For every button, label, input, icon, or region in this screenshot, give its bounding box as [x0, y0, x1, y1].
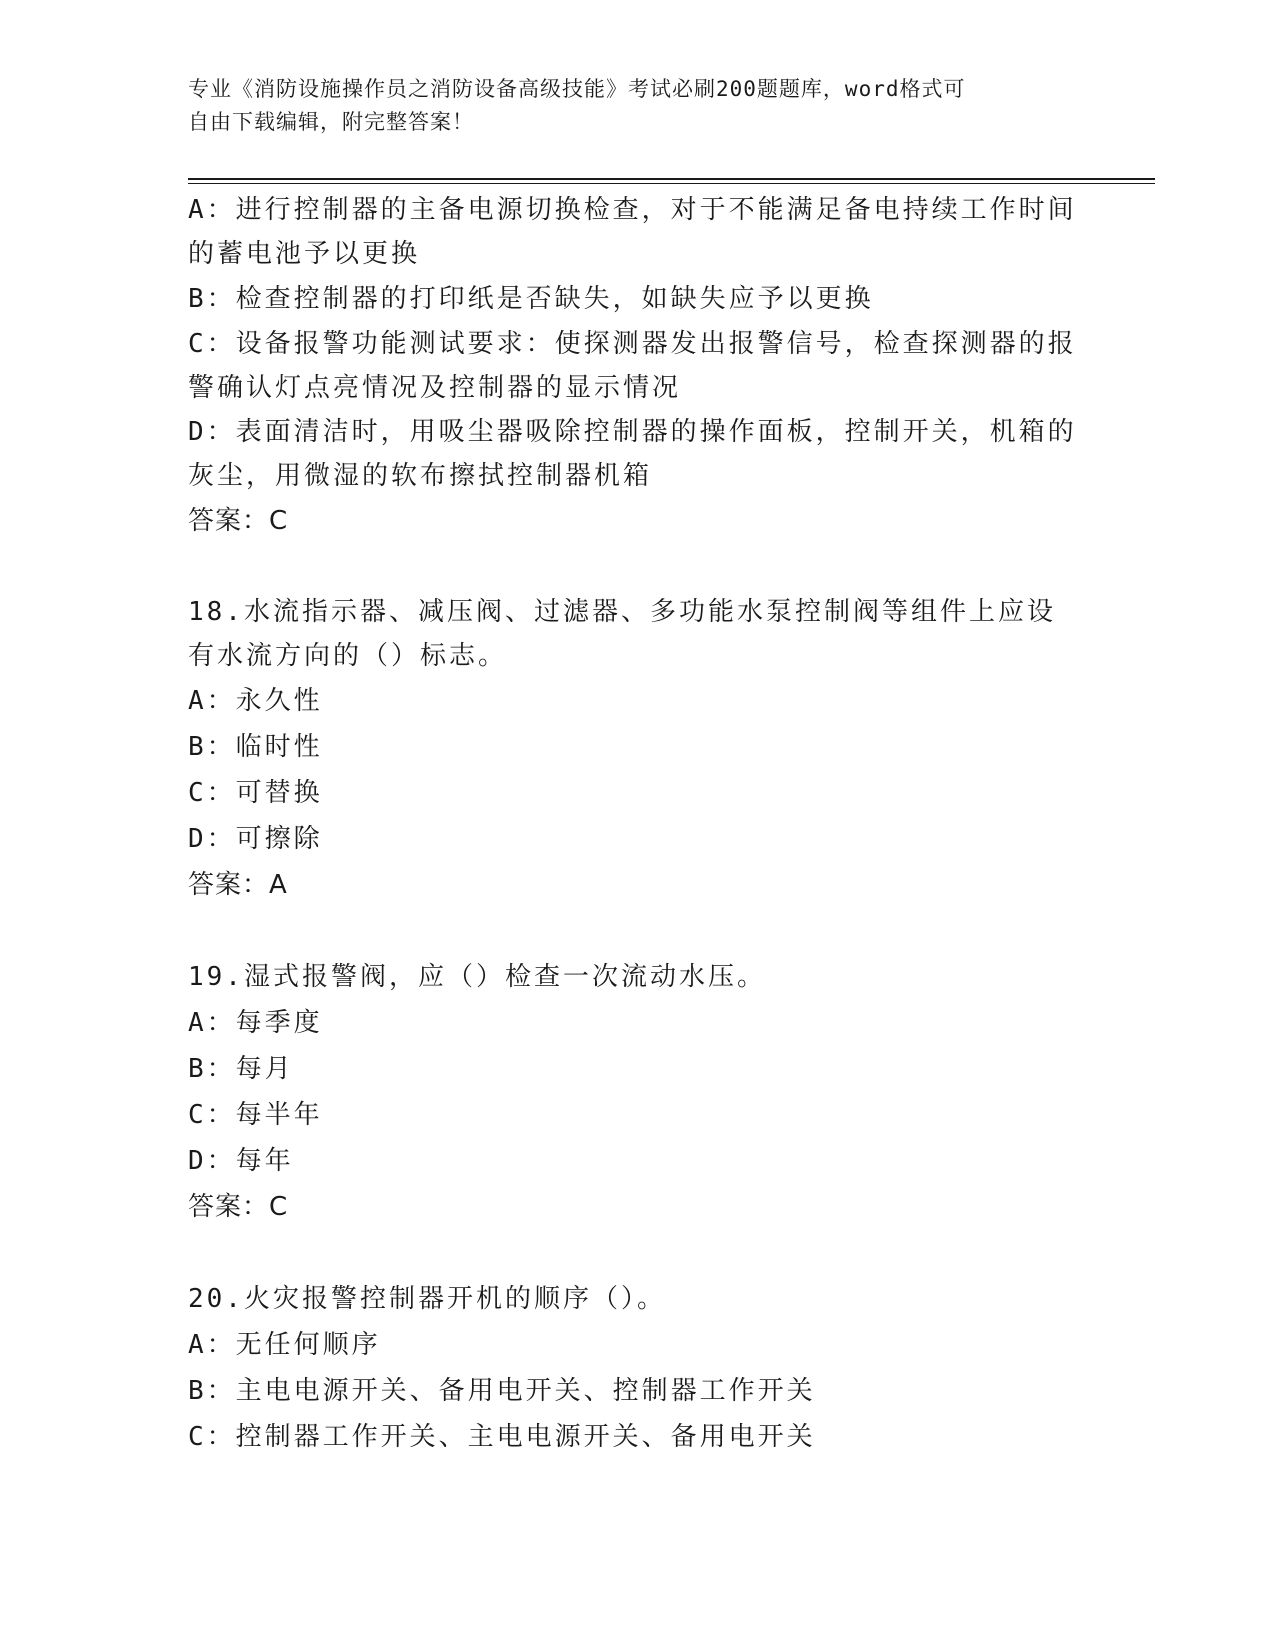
question-20-block [188, 1276, 1088, 1460]
option-d: D：可擦除 [188, 824, 323, 854]
spacer [188, 544, 1088, 590]
question-text: 18.水流指示器、减压阀、过滤器、多功能水泵控制阀等组件上应设有水流方向的（）标志。 [188, 597, 1056, 671]
question-18-block [188, 590, 1088, 908]
question-19-block [188, 954, 1088, 1230]
option-b: B：主电电源开关、备用电开关、控制器工作开关 [188, 1376, 816, 1406]
question-list [188, 188, 1088, 1460]
answer-label: 答案：C [188, 506, 289, 536]
option-d: D：表面清洁时，用吸尘器吸除控制器的操作面板，控制开关，机箱的灰尘，用微湿的软布擦拭控制器机箱 [188, 417, 1077, 491]
document-header [188, 73, 1088, 139]
option-a: A：永久性 [188, 686, 323, 716]
question-text: 19.湿式报警阀，应（）检查一次流动水压。 [188, 962, 766, 992]
header-rule-thick [188, 178, 1155, 180]
question-17-block [188, 188, 1088, 544]
option-c: C：设备报警功能测试要求：使探测器发出报警信号，检查探测器的报警确认灯点亮情况及控制器的显示情况 [188, 329, 1077, 403]
header-rule-thin [188, 183, 1155, 184]
spacer [188, 1230, 1088, 1276]
option-b: B：检查控制器的打印纸是否缺失，如缺失应予以更换 [188, 284, 874, 314]
option-c: C：可替换 [188, 778, 323, 808]
header-line-2: 自由下载编辑，附完整答案！ [188, 110, 474, 134]
option-a: A：进行控制器的主备电源切换检查，对于不能满足备电持续工作时间的蓄电池予以更换 [188, 195, 1077, 269]
option-b: B：临时性 [188, 732, 323, 762]
spacer [188, 908, 1088, 954]
option-a: A：无任何顺序 [188, 1330, 381, 1360]
option-c: C：每半年 [188, 1100, 323, 1130]
answer-label: 答案：A [188, 870, 288, 900]
header-line-1: 专业《消防设施操作员之消防设备高级技能》考试必刷200题题库，word格式可 [188, 77, 966, 101]
option-b: B：每月 [188, 1054, 294, 1084]
option-c: C：控制器工作开关、主电电源开关、备用电开关 [188, 1422, 816, 1452]
question-text: 20.火灾报警控制器开机的顺序（）。 [188, 1284, 666, 1314]
answer-label: 答案：C [188, 1192, 289, 1222]
option-a: A：每季度 [188, 1008, 323, 1038]
option-d: D：每年 [188, 1146, 294, 1176]
